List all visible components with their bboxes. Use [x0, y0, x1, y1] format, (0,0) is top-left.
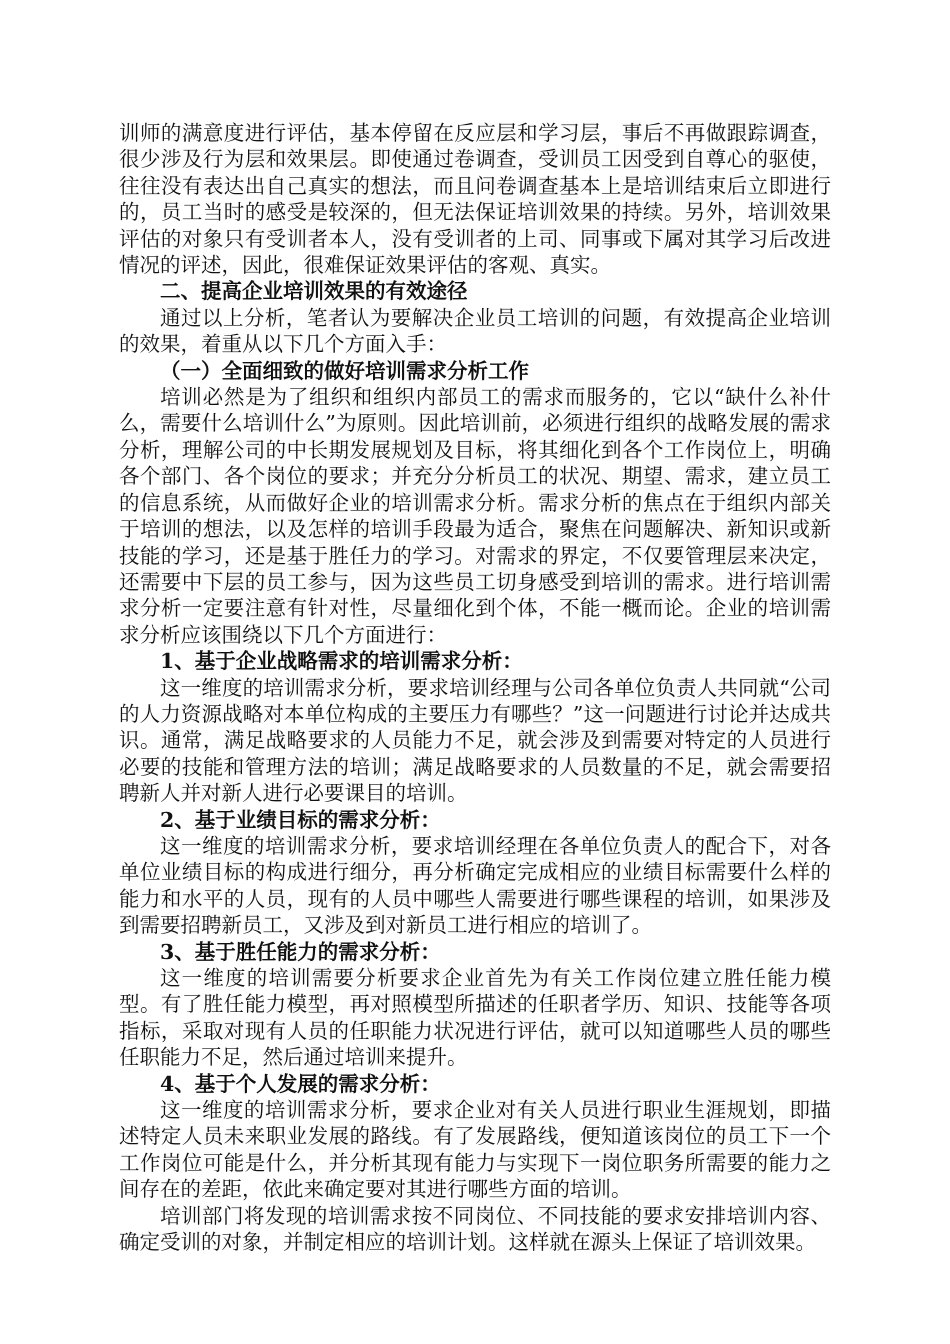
item-heading-competency: 3、基于胜任能力的需求分析： [160, 939, 441, 964]
item-heading-strategy: 1、基于企业战略需求的培训需求分析： [160, 649, 523, 674]
paragraph-competency: 这一维度的培训需要分析要求企业首先为有关工作岗位建立胜任能力模型。有了胜任能力模型，再对照模型所描述的任职者学历、知识、技能等各项指标，采取对现有人员的任职能力状况进行评估，就可以知道哪些人员的哪些任职能力不足，然后通过培训来提升。 [119, 966, 831, 1070]
document-page [119, 120, 831, 1255]
paragraph-conclusion: 培训部门将发现的培训需求按不同岗位、不同技能的要求安排培训内容、确定受训的对象，并制定相应的培训计划。这样就在源头上保证了培训效果。 [119, 1203, 831, 1255]
paragraph-evaluation-issues: 训师的满意度进行评估，基本停留在反应层和学习层，事后不再做跟踪调查，很少涉及行为层和效果层。即使通过卷调查，受训员工因受到自尊心的驱使，往往没有表达出自己真实的想法，而且问卷调查基本上是培训结束后立即进行的，员工当时的感受是较深的，但无法保证培训效果的持续。另外，培训效果评估的对象只有受训者本人，没有受训者的上司、同事或下属对其学习后改进情况的评述，因此，很难保证效果评估的客观、真实。 [119, 121, 831, 278]
subsection-heading-1: （一）全面细致的做好培训需求分析工作 [160, 358, 529, 383]
item-heading-performance: 2、基于业绩目标的需求分析： [160, 807, 441, 832]
section-heading-2: 二、提高企业培训效果的有效途径 [160, 279, 468, 304]
paragraph-strategy: 这一维度的培训需求分析，要求培训经理与公司各单位负责人共同就“公司的人力资源战略对本单位构成的主要压力有哪些？”这一问题进行讨论并达成共识。通常，满足战略要求的人员能力不足，就会涉及到需要对特定的人员进行必要的技能和管理方法的培训；满足战略要求的人员数量的不足，就会需要招聘新人并对新人进行必要课目的培训。 [119, 675, 831, 806]
item-heading-personal: 4、基于个人发展的需求分析： [160, 1071, 441, 1096]
paragraph-performance: 这一维度的培训需求分析，要求培训经理在各单位负责人的配合下，对各单位业绩目标的构成进行细分，再分析确定完成相应的业绩目标需要什么样的能力和水平的人员，现有的人员中哪些人需要进行哪些课程的培训，如果涉及到需要招聘新员工，又涉及到对新员工进行相应的培训了。 [119, 833, 831, 938]
paragraph-personal: 这一维度的培训需求分析，要求企业对有关人员进行职业生涯规划，即描述特定人员未来职业发展的路线。有了发展路线，便知道该岗位的员工下一个工作岗位可能是什么，并分析其现有能力与实现下一岗位职务所需要的能力之间存在的差距，依此来确定要对其进行哪些方面的培训。 [119, 1098, 831, 1202]
paragraph-intro: 通过以上分析，笔者认为要解决企业员工培训的问题，有效提高企业培训的效果，着重从以下几个方面入手： [119, 305, 831, 357]
paragraph-needs-analysis: 培训必然是为了组织和组织内部员工的需求而服务的，它以“缺什么补什么，需要什么培训什么”为原则。因此培训前，必须进行组织的战略发展的需求分析，理解公司的中长期发展规划及目标，将其细化到各个工作岗位上，明确各个部门、各个岗位的要求；并充分分析员工的状况、期望、需求，建立员工的信息系统，从而做好企业的培训需求分析。需求分析的焦点在于组织内部关于培训的想法，以及怎样的培训手段最为适合，聚焦在问题解决、新知识或新技能的学习，还是基于胜任力的学习。对需求的界定，不仅要管理层来决定，还需要中下层的员工参与，因为这些员工切身感受到培训的需求。进行培训需求分析一定要注意有针对性，尽量细化到个体，不能一概而论。企业的培训需求分析应该围绕以下几个方面进行： [119, 385, 831, 647]
